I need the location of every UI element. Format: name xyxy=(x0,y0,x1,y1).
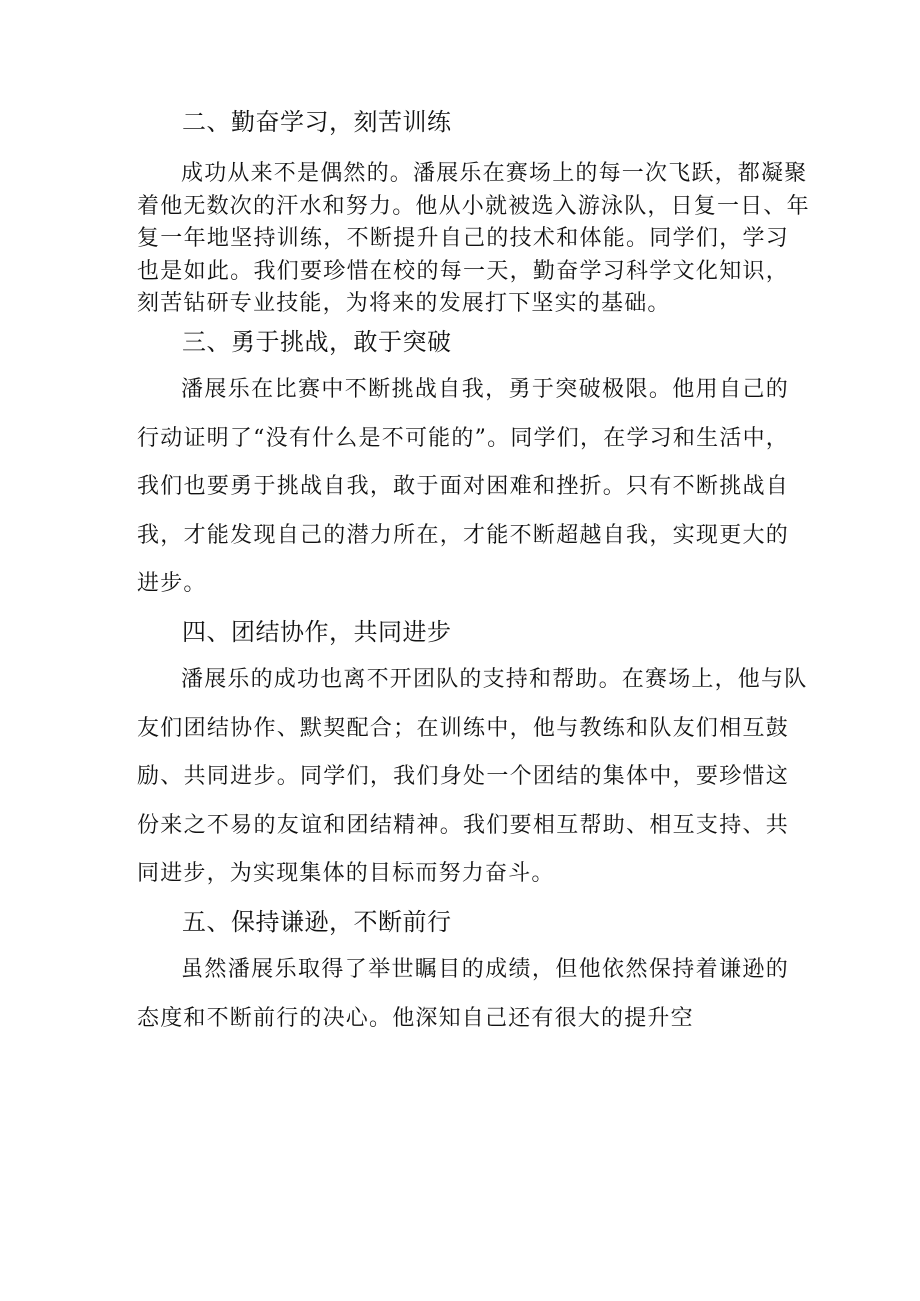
section-paragraph-2 xyxy=(137,366,789,609)
section-heading-3: 四、团结协作，共同进步 xyxy=(182,618,452,646)
paragraph-line: 友们团结协作、默契配合；在训练中，他与教练和队友们相互鼓 xyxy=(137,715,789,741)
paragraph-line: 成功从来不是偶然的。潘展乐在赛场上的每一次飞跃，都凝聚 xyxy=(181,161,808,186)
paragraph-line: 也是如此。我们要珍惜在校的每一天，勤奋学习科学文化知识， xyxy=(137,258,789,284)
paragraph-line: 我，才能发现自己的潜力所在，才能不断超越自我，实现更大的 xyxy=(137,522,789,548)
paragraph-line: 份来之不易的友谊和团结精神。我们要相互帮助、相互支持、共 xyxy=(137,812,789,838)
section-heading-1: 二、勤奋学习，刻苦训练 xyxy=(182,108,452,136)
paragraph-line: 进步。 xyxy=(137,571,207,596)
section-heading-4: 五、保持谦逊，不断前行 xyxy=(182,908,452,936)
paragraph-line: 同进步，为实现集体的目标而努力奋斗。 xyxy=(137,861,555,886)
paragraph-line: 刻苦钻研专业技能，为将来的发展打下坚实的基础。 xyxy=(137,291,671,316)
section-paragraph-1 xyxy=(137,158,810,321)
paragraph-line: 潘展乐在比赛中不断挑战自我，勇于突破极限。他用自己的 xyxy=(181,377,789,402)
paragraph-line: 态度和不断前行的决心。他深知自己还有很大的提升空 xyxy=(137,1005,694,1031)
paragraph-line: 行动证明了“没有什么是不可能的”。同学们，在学习和生活中， xyxy=(137,425,789,451)
paragraph-line: 复一年地坚持训练，不断提升自己的技术和体能。同学们，学习 xyxy=(137,226,789,251)
section-heading-2: 三、勇于挑战，敢于突破 xyxy=(182,328,452,356)
paragraph-line: 着他无数次的汗水和努力。他从小就被选入游泳队，日复一日、年 xyxy=(137,193,810,219)
paragraph-line: 虽然潘展乐取得了举世瞩目的成绩，但他依然保持着谦逊的 xyxy=(181,957,789,982)
paragraph-line: 励、共同进步。同学们，我们身处一个团结的集体中，要珍惜这 xyxy=(137,764,789,789)
paragraph-line: 潘展乐的成功也离不开团队的支持和帮助。在赛场上，他与队 xyxy=(181,667,808,692)
paragraph-line: 我们也要勇于挑战自我，敢于面对困难和挫折。只有不断挑战自 xyxy=(137,474,789,499)
section-paragraph-3 xyxy=(137,656,808,899)
section-paragraph-4 xyxy=(137,946,789,1043)
